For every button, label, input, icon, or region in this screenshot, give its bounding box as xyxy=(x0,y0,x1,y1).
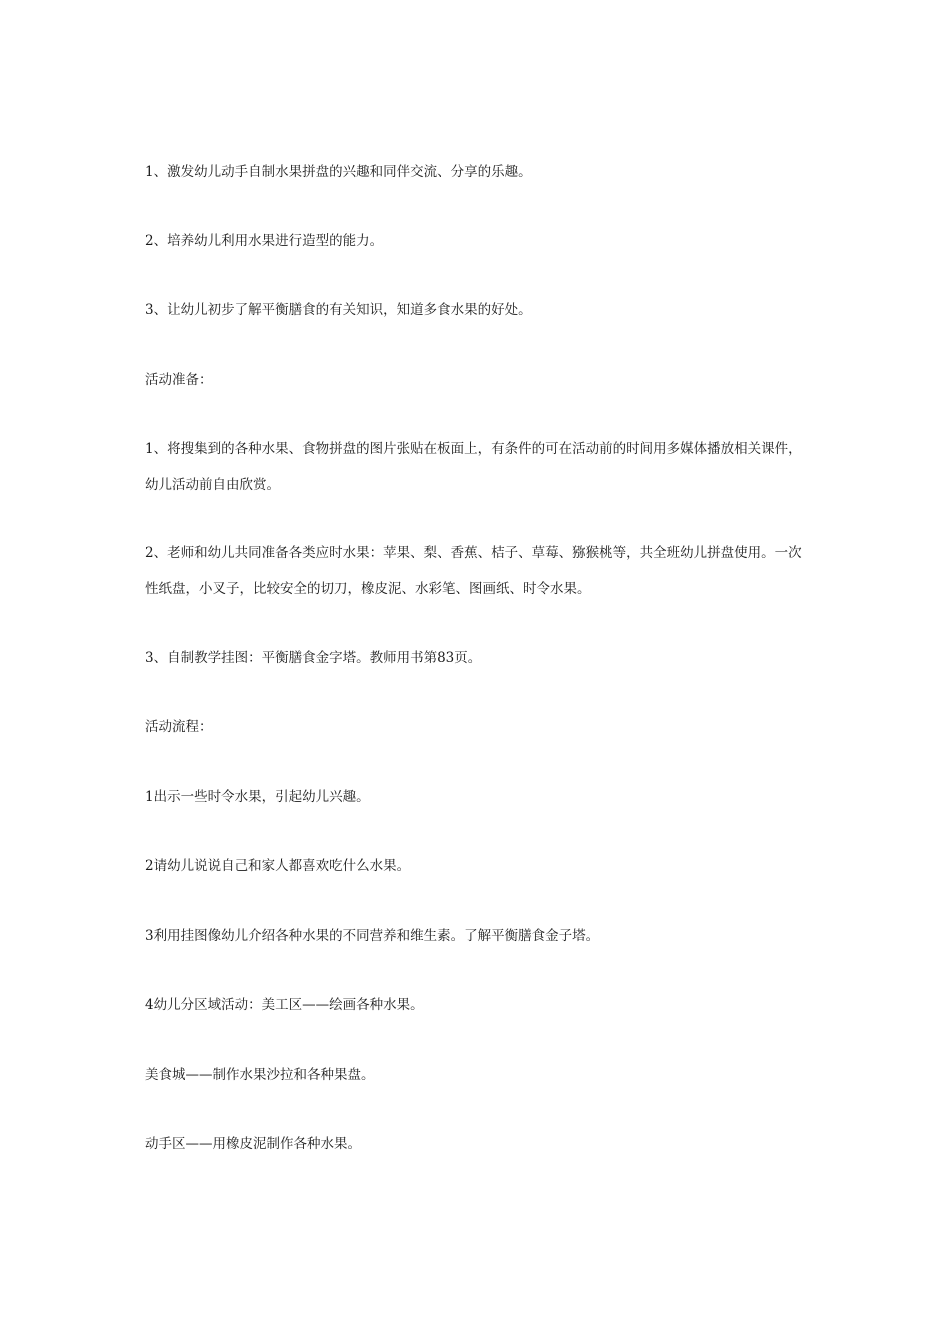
preparation-item-1: 1、将搜集到的各种水果、食物拼盘的图片张贴在板面上，有条件的可在活动前的时间用多媒体播放相关课件，幼儿活动前自由欣赏。 xyxy=(145,441,802,493)
activity-area-handcraft: 动手区——用橡皮泥制作各种水果。 xyxy=(145,1136,361,1152)
preparation-item-2: 2、老师和幼儿共同准备各类应时水果：苹果、梨、香蕉、桔子、草莓、猕猴桃等，共全班幼儿拼盘使用。一次性纸盘，小叉子，比较安全的切刀，橡皮泥、水彩笔、图画纸、时令水果。 xyxy=(145,545,802,597)
preparation-heading: 活动准备： xyxy=(145,372,213,388)
goal-item-1: 1、激发幼儿动手自制水果拼盘的兴趣和同伴交流、分享的乐趣。 xyxy=(145,164,532,180)
goal-item-3: 3、让幼儿初步了解平衡膳食的有关知识，知道多食水果的好处。 xyxy=(145,302,532,318)
process-step-1: 1出示一些时令水果，引起幼儿兴趣。 xyxy=(145,789,370,805)
process-step-4: 4幼儿分区域活动：美工区——绘画各种水果。 xyxy=(145,997,424,1013)
process-heading: 活动流程： xyxy=(145,719,213,735)
process-step-2: 2请幼儿说说自己和家人都喜欢吃什么水果。 xyxy=(145,858,411,874)
process-step-3: 3利用挂图像幼儿介绍各种水果的不同营养和维生素。了解平衡膳食金子塔。 xyxy=(145,928,600,944)
preparation-item-3: 3、自制教学挂图：平衡膳食金字塔。教师用书第83页。 xyxy=(145,650,482,666)
activity-area-food: 美食城——制作水果沙拉和各种果盘。 xyxy=(145,1067,375,1083)
goal-item-2: 2、培养幼儿利用水果进行造型的能力。 xyxy=(145,233,384,249)
